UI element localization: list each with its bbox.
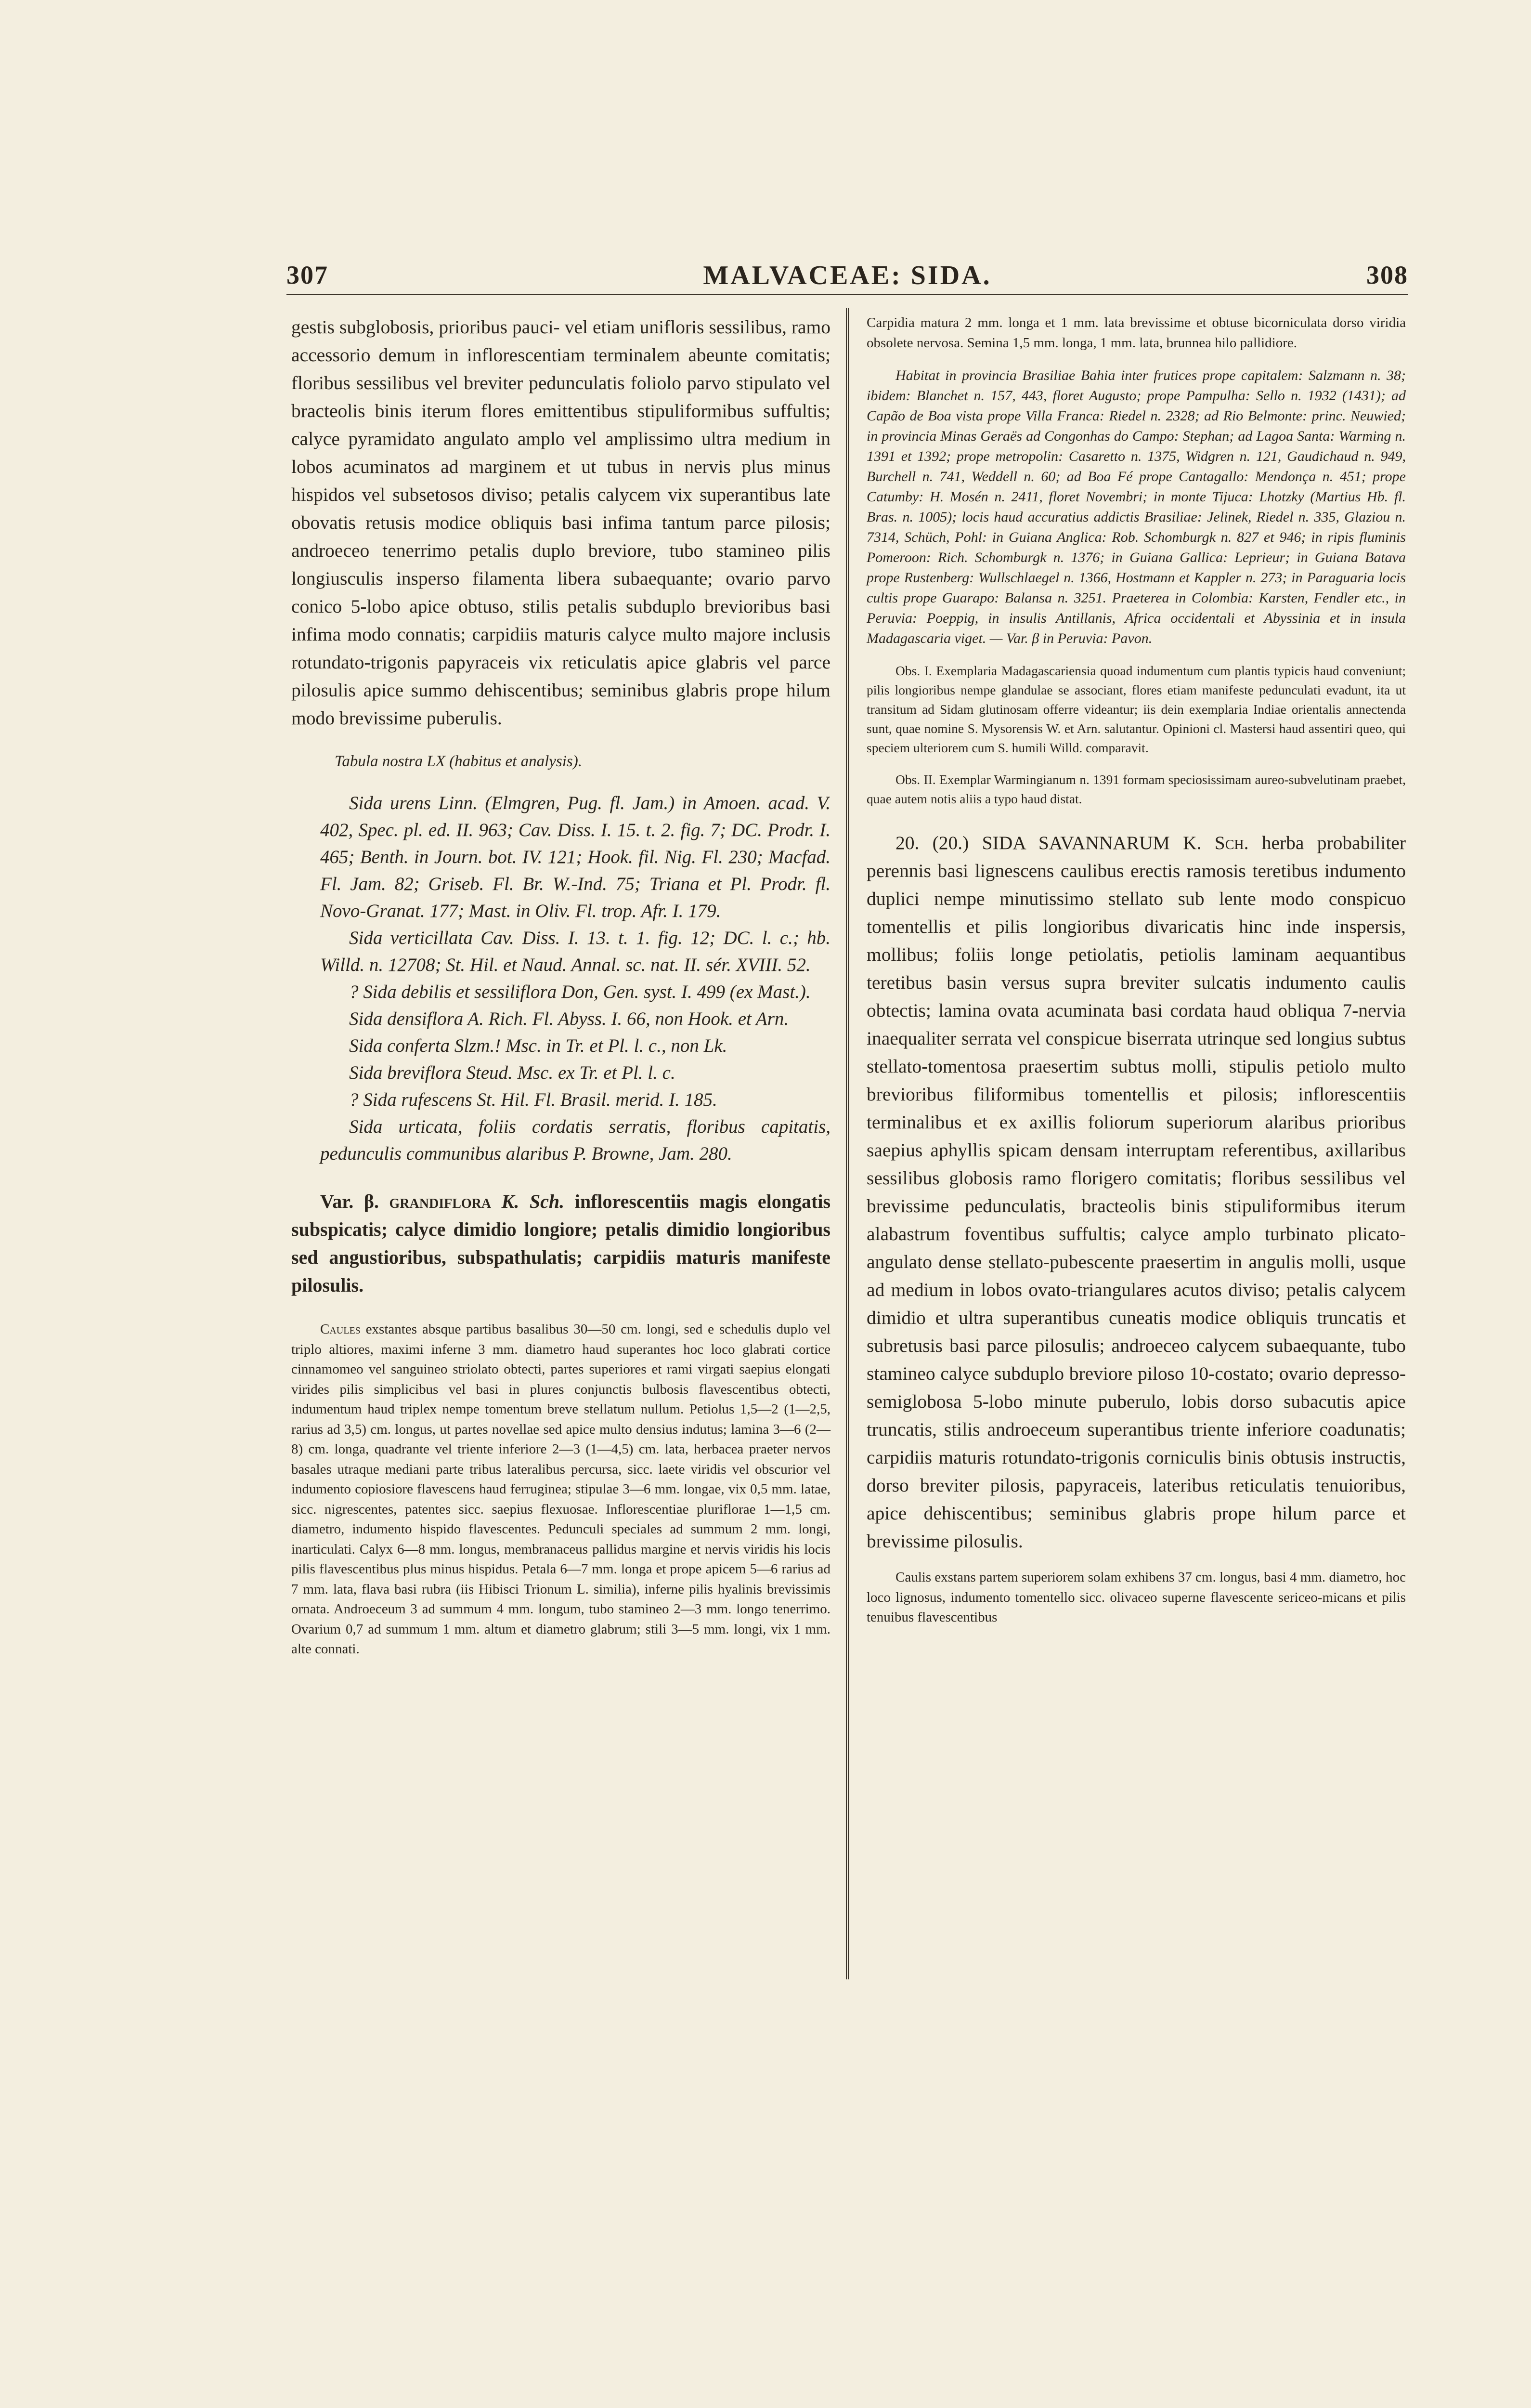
page-number-left: 307 bbox=[286, 261, 328, 289]
synonym-entry: ? Sida debilis et sessiliflora Don, Gen. syst. I. 499 (ex Mast.). bbox=[349, 982, 811, 1002]
synonym-entry: Sida verticillata Cav. Diss. I. 13. t. 1. fig. 12; DC. l. c.; hb. Willd. n. 12708; St. Hil. et Naud. Annal. sc. nat. II. sér. XVIII. 52. bbox=[320, 928, 830, 975]
synonym-entry: Sida conferta Slzm.! Msc. in Tr. et Pl. l. c., non Lk. bbox=[349, 1035, 727, 1056]
column-rule bbox=[846, 308, 849, 1979]
left-column bbox=[291, 313, 830, 1660]
variety-name: grandiflora bbox=[389, 1191, 492, 1212]
variety-beta bbox=[291, 1188, 830, 1299]
variety-description: inflorescentiis magis elongatis subspicatis; calyce dimidio longiore; petalis dimidio longioribus sed angustioribus, subspathulatis; carpidiis maturis manifeste pilosulis. bbox=[291, 1191, 831, 1296]
synonym-entry: Sida densiflora A. Rich. Fl. Abyss. I. 66, non Hook. et Arn. bbox=[349, 1008, 789, 1029]
caulis-description: exstantes absque partibus basalibus 30—50 cm. longi, sed e schedulis duplo vel triplo altiores, maximi inferne 3 mm. diametro haud superantes hoc loco glabrati cortice cinnamomeo vel sanguineo striolato obtecti, partes superiores et rami virgati saepius elongati virides pilis simplicibus vel basi in plures conjunctis bulbosis flavescentibus obtecti, indumentum haud triplex nempe tomentum breve stellatum nullum. Petiolus 1,5—2 (1—2,5, rarius ad 3,5) cm. longus, ut partes novellae sed apice multo densius indutus; lamina 3—6 (2—8) cm. longa, quadrante vel triente inferiore 2—3 (1—4,5) cm. lata, herbacea praeter nervos basales utraque mediani parte tribus lateralibus percursa, sicc. laete viridis vel obscurior vel indumento copiosiore flavescens haud ferruginea; stipulae 3—6 mm. longae, vix 0,5 mm. latae, sicc. nigrescentes, patentes sicc. saepius flexuosae. Inflorescentiae pluriflorae 1—1,5 cm. diametro, indumento hispido flavescentes. Pedunculi speciales ad summum 2 mm. longi, inarticulati. Calyx 6—8 mm. longus, membranaceus pallidus margine et nervis viridis his locis pilis flavescentibus plus minus hispidus. Petala 6—7 mm. longa et prope apicem 5—6 rarius ad 7 mm. lata, flava basi rubra (iis Hibisci Trionum L. similia), inferne pilis hyalinis brevissimis ornata. Androeceum 3 ad summum 4 mm. longum, tubo stamineo 2—3 mm. longo tenerrimo. Ovarium 0,7 ad summum 1 mm. altum et diametro glabrum; stili 3—5 mm. longi, vix 1 mm. alte connati. bbox=[291, 1322, 830, 1657]
observation-two: Obs. II. Exemplar Warmingianum n. 1391 formam speciosissimam aureo-subvelutinam praebet, quae autem notis aliis a typo haud distat. bbox=[867, 772, 1406, 806]
variety-label: Var. β. bbox=[320, 1191, 379, 1212]
running-title: MALVACEAE: SIDA. bbox=[703, 261, 992, 290]
caulis-label: Caules bbox=[320, 1322, 361, 1337]
variety-author: K. Sch. bbox=[501, 1191, 565, 1212]
caulis-notes-savannarum: Caulis exstans partem superiorem solam exhibens 37 cm. longus, basi 4 mm. diametro, hoc loco lignosus, indumento tomentello sicc. olivaceo superne flavescente sericeo-micans et pilis tenuibus flavescentibus bbox=[867, 1570, 1406, 1625]
page-number-right: 308 bbox=[1366, 261, 1408, 289]
species-20-description bbox=[867, 829, 1406, 1555]
synonym-entry: ? Sida rufescens St. Hil. Fl. Brasil. merid. I. 185. bbox=[349, 1089, 717, 1110]
species-author: K. Sch. bbox=[1183, 832, 1249, 853]
synonym-entry: Sida breviflora Steud. Msc. ex Tr. et Pl. l. c. bbox=[349, 1062, 675, 1083]
carpidia-notes: Carpidia matura 2 mm. longa et 1 mm. lata brevissime et obtuse bicorniculata dorso viridia obsolete nervosa. Semina 1,5 mm. longa, 1 mm. lata, brunnea hilo pallidiore. bbox=[867, 315, 1406, 351]
observation-one: Obs. I. Exemplaria Madagascariensia quoad indumentum cum plantis typicis haud conveniunt; pilis longioribus nempe glandulae se associant, flores etiam manifeste pedunculati evadunt, ita ut transitum ad Sidam glutinosam offerre videantur; iis dein exemplaria Indiae orientalis annectenda sunt, quae nomine S. Mysorensis W. et Arn. salutantur. Opinioni cl. Mastersi haud assentiri queo, qui speciem ulteriorem cum S. humili Willd. comparavit. bbox=[867, 663, 1406, 755]
synonym-entry: Sida urticata, foliis cordatis serratis, floribus capitatis, pedunculis communibus alaribus P. Browne, Jam. 280. bbox=[320, 1116, 830, 1164]
species-number: 20. (20.) bbox=[895, 832, 969, 853]
synonym-entry: Sida urens Linn. (Elmgren, Pug. fl. Jam.) in Amoen. acad. V. 402, Spec. pl. ed. II. 963; Cav. Diss. I. 15. t. 2. fig. 7; DC. Prodr. I. 465; Benth. in Journ. bot. IV. 121; Hook. fil. Nig. Fl. 230; Macfad. Fl. Jam. 82; Griseb. Fl. Br. W.-Ind. 75; Triana et Pl. Prodr. fl. Novo-Granat. 177; Mast. in Oliv. Fl. trop. Afr. I. 179. bbox=[320, 793, 830, 921]
right-column bbox=[867, 313, 1406, 1628]
synonymy-list bbox=[291, 790, 830, 1167]
caulis-notes bbox=[291, 1320, 830, 1660]
habitat-paragraph: Habitat in provincia Brasiliae Bahia inter frutices prope capitalem: Salzmann n. 38; ibidem: Blanchet n. 157, 443, floret Augusto; prope Pampulha: Sello n. 1932 (1431); ad Capão de Boa vista prope Villa Franca: Riedel n. 2328; ad Rio Belmonte: princ. Neuwied; in provincia Minas Geraës ad Congonhas do Campo: Stephan; ad Lagoa Santa: Warming n. 1391 et 1392; prope metropolin: Casaretto n. 1375, Widgren n. 121, Gaudichaud n. 949, Burchell n. 741, Weddell n. 60; ad Boa Fé prope Cantagallo: Mendonça n. 451; prope Catumby: H. Mosén n. 2411, floret Novembri; in monte Tijuca: Lhotzky (Martius Hb. fl. Bras. n. 1005); locis haud accuratius addictis Brasiliae: Jelinek, Riedel n. 335, Glaziou n. 7314, Schüch, Pohl: in Guiana Anglica: Rob. Schomburgk n. 827 et 946; in ripis fluminis Pomeroon: Rich. Schomburgk n. 1376; in Guiana Gallica: Leprieur; in Guiana Batava prope Rustenberg: Wullschlaegel n. 1366, Hostmann et Kappler n. 273; in Paraguaria locis cultis prope Guarapo: Balansa n. 3251. Praeterea in Colombia: Karsten, Fendler etc., in Peruvia: Poeppig, in insulis Antillanis, Africa occidentali et Abyssinia et in insula Madagascaria viget. — Var. β in Peruvia: Pavon. bbox=[867, 367, 1406, 646]
description-continued: gestis subglobosis, prioribus pauci- vel etiam unifloris sessilibus, ramo accessorio demum in inflorescentiam terminalem abeunte comitatis; floribus sessilibus vel breviter pedunculatis foliolo parvo stipulato vel bracteolis binis iterum flores emittentibus stipuliformibus suffultis; calyce pyramidato angulato amplo vel amplissimo ultra medium in lobos acuminatos ad marginem et ut tubus in nervis plus minus hispidos vel subsetosos diviso; petalis calycem vix superantibus late obovatis retusis modice obliquis basi infima tantum parce pilosis; androeceo tenerrimo petalis duplo breviore, tubo stamineo pilis longiusculis insperso filamenta libera subaequante; ovario parvo conico 5-lobo apice obtuso, stilis petalis subduplo brevioribus basi infima modo connatis; carpidiis maturis calyce multo majore inclusis rotundato-trigonis papyraceis vix reticulatis apice glabris vel parce pilosulis apice summo dehiscentibus; seminibus glabris prope hilum modo brevissime puberulis. bbox=[291, 316, 830, 729]
plate-reference: Tabula nostra LX (habitus et analysis). bbox=[335, 753, 582, 770]
species-name: SIDA SAVANNARUM bbox=[982, 832, 1170, 853]
running-head bbox=[286, 255, 1408, 295]
species-diagnosis: herba probabiliter perennis basi lignescens caulibus erectis ramosis teretibus indumento duplici nempe minutissimo stellato sub lente modo conspicuo tomentellis et pilis longioribus divaricatis hinc inde inspersis, mollibus; foliis longe petiolatis, petiolis laminam aequantibus teretibus basin versus supra breviter sulcatis indumento caulis obtectis; lamina ovata acuminata basi cordata haud obliqua 7-nervia inaequaliter serrata vel conspicue biserrata utrinque sed longius subtus stellato-tomentosa praesertim subtus molli, stipulis petiolo multo brevioribus filiformibus tomentellis et pilosis; inflorescentiis terminalibus et ex axillis foliorum superiorum alaribus prioribus saepius aphyllis spicam densam interruptam referentibus, axillaribus sessilibus globosis ramo florigero comitatis; floribus sessilibus vel brevissime pedunculatis, bracteolis binis stipuliformibus iterum alabastrum foventibus suffultis; calyce amplo turbinato plicato-angulato dense stellato-pubescente praesertim in angulis molli, usque ad medium in lobos ovato-triangulares acutos diviso; petalis calycem dimidio et ultra superantibus cuneatis modice obliquis truncatis et subretusis basi parce pilosulis; androeceo calycem subaequante, tubo stamineo calyce subduplo breviore piloso 10-costato; ovario depresso-semiglobosa 5-lobo minute puberulo, lobis dorso subacutis apice truncatis, stilis androeceum superantibus triente inferiore coadunatis; carpidiis maturis rotundato-trigonis corniculis binis obtusis instructis, dorso breviter pilosis, papyraceis, lateribus reticulatis tenuioribus, apice dehiscentibus; seminibus glabris prope hilum parce et brevissime pilosulis. bbox=[867, 832, 1406, 1552]
